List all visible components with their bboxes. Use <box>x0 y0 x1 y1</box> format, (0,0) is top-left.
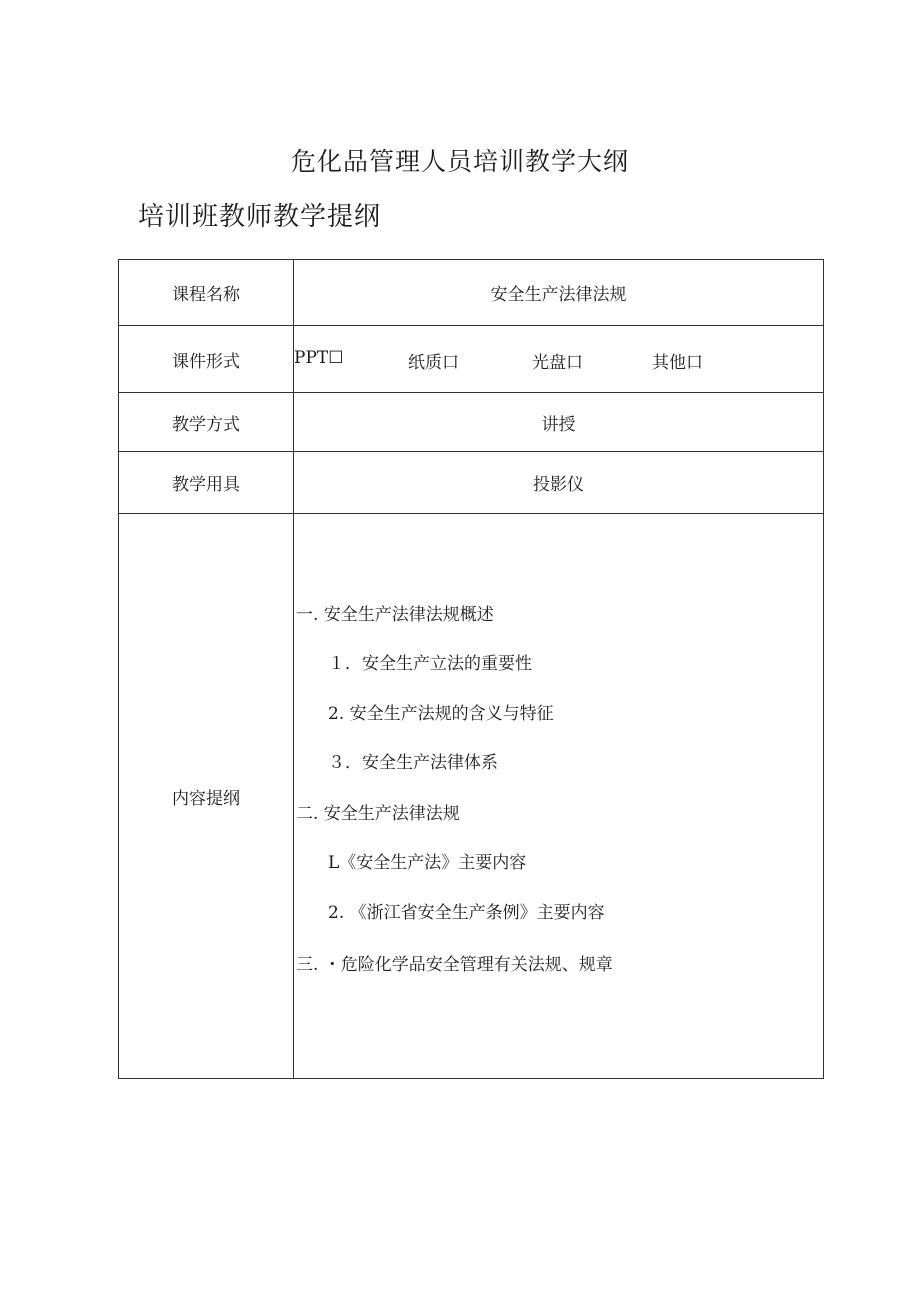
table-row-teaching-tools <box>119 452 824 514</box>
courseware-format-options <box>294 326 823 392</box>
document-subtitle: 培训班教师教学提纲 <box>138 202 382 232</box>
courseware-format-label: 课件形式 <box>119 326 294 393</box>
format-option-ppt: PPT☐ <box>294 348 344 368</box>
outline-section-3: 三. ・危险化学品安全管理有关法规、规章 <box>296 955 613 975</box>
table-row-content-outline <box>119 514 824 1079</box>
outline-section-1: 一. 安全生产法律法规概述 <box>296 605 494 625</box>
teaching-outline-table <box>118 259 824 1079</box>
format-option-disc: 光盘口 <box>532 353 583 373</box>
outline-item-1-2: 2. 安全生产法规的含义与特征 <box>328 704 554 724</box>
table-row-teaching-method <box>119 393 824 452</box>
teaching-method-value: 讲授 <box>294 393 824 452</box>
table-row-courseware-format <box>119 326 824 393</box>
content-outline-label: 内容提纲 <box>119 514 294 1079</box>
table-row-course-name <box>119 260 824 326</box>
courseware-format-cell <box>294 326 824 393</box>
teaching-method-label: 教学方式 <box>119 393 294 452</box>
format-option-other: 其他口 <box>652 353 703 373</box>
course-name-label: 课程名称 <box>119 260 294 326</box>
outline-item-2-1: L《安全生产法》主要内容 <box>328 853 527 873</box>
outline-item-1-3: ３．安全生产法律体系 <box>328 753 498 773</box>
document-title: 危化品管理人员培训教学大纲 <box>290 147 629 176</box>
teaching-tools-label: 教学用具 <box>119 452 294 514</box>
teaching-tools-value: 投影仪 <box>294 452 824 514</box>
content-outline-cell <box>294 514 824 1079</box>
outline-item-1-1: １．安全生产立法的重要性 <box>328 654 532 674</box>
course-name-value: 安全生产法律法规 <box>294 260 824 326</box>
outline-item-2-2: 2. 《浙江省安全生产条例》主要内容 <box>328 903 605 923</box>
content-outline-list <box>294 514 823 1078</box>
format-option-paper: 纸质口 <box>408 353 459 373</box>
outline-section-2: 二. 安全生产法律法规 <box>296 804 460 824</box>
